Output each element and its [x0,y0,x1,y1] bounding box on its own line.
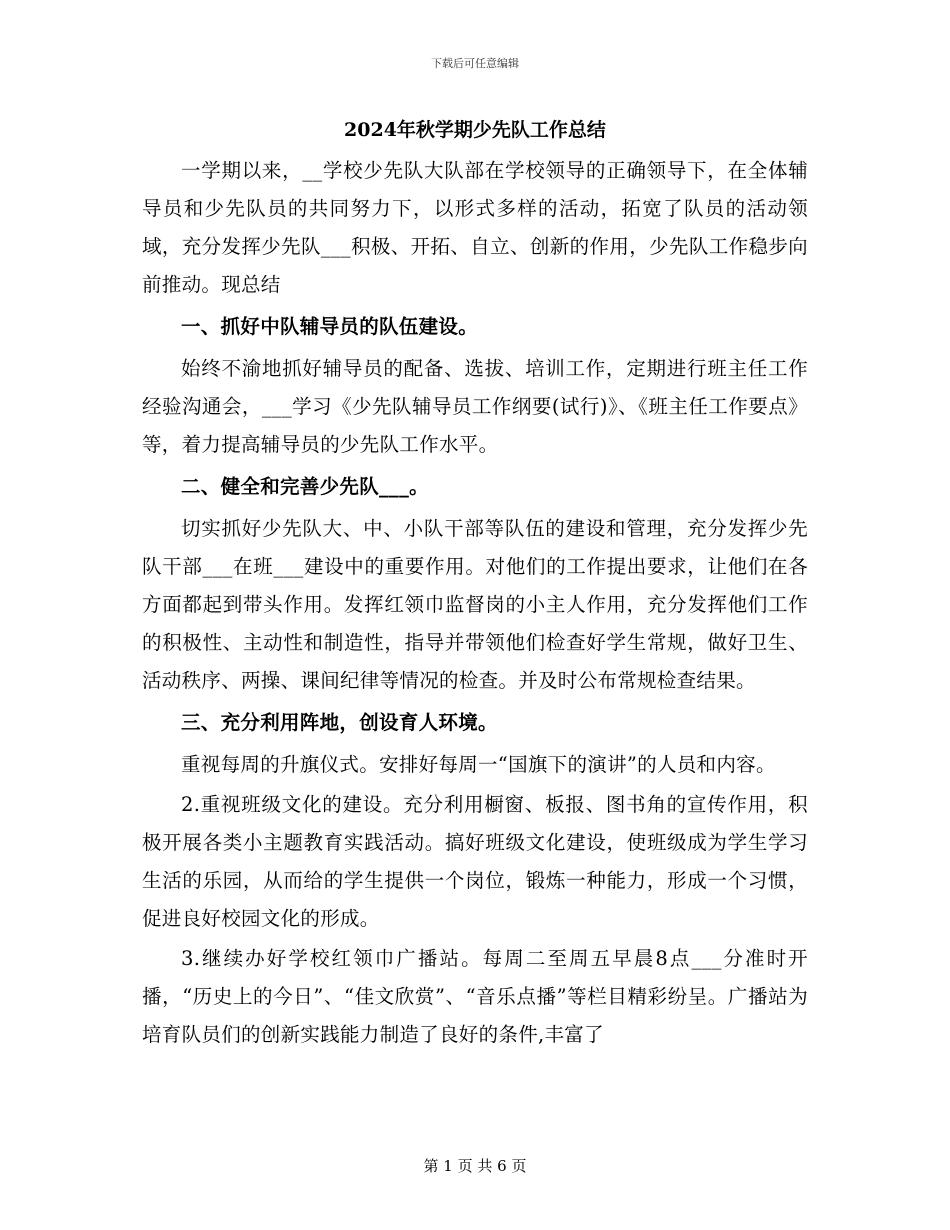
paragraph-section-2: 切实抓好少先队大、中、小队干部等队伍的建设和管理，充分发挥少先队干部___在班___建设中的重要作用。对他们的工作提出要求，让他们在各方面都起到带头作用。发挥红领巾监督岗的小主人作用，充分发挥他们工作的积极性、主动性和制造性，指导并带领他们检查好学生常规，做好卫生、活动秩序、两操、课间纪律等情况的检查。并及时公布常规检查结果。 [142,517,808,692]
document-title: 2024年秋学期少先队工作总结 [344,119,606,141]
document-body [142,112,808,1056]
paragraph-section-1: 始终不渝地抓好辅导员的配备、选拔、培训工作，定期进行班主任工作经验沟通会，___学习《少先队辅导员工作纲要(试行)》、《班主任工作要点》等，着力提高辅导员的少先队工作水平。 [142,357,808,456]
section-heading-2: 二、健全和完善少先队___。 [181,475,429,498]
header-note: 下载后可任意编辑 [431,57,519,70]
section-heading-1: 一、抓好中队辅导员的队伍建设。 [181,315,479,338]
paragraph-section-3-item-3: 3.继续办好学校红领巾广播站。每周二至周五早晨8点___分准时开播，“历史上的今日”、“佳文欣赏”、“音乐点播”等栏目精彩纷呈。广播站为培育队员们的创新实践能力制造了良好的条件,丰富了 [142,947,808,1046]
paragraph-section-3-item-2: 2.重视班级文化的建设。充分利用橱窗、板报、图书角的宣传作用，积极开展各类小主题教育实践活动。搞好班级文化建设，使班级成为学生学习生活的乐园，从而给的学生提供一个岗位，锻炼一种能力，形成一个习惯，促进良好校园文化的形成。 [142,793,808,930]
page-footer: 第 1 页 共 6 页 [423,1157,527,1175]
section-heading-3: 三、充分利用阵地，创设育人环境。 [181,711,498,734]
paragraph-intro: 一学期以来，__学校少先队大队部在学校领导的正确领导下，在全体辅导员和少先队员的共同努力下，以形式多样的活动，拓宽了队员的活动领域，充分发挥少先队___积极、开拓、自立、创新的作用，少先队工作稳步向前推动。现总结 [142,159,808,296]
paragraph-section-3-item-1: 重视每周的升旗仪式。安排好每周一“国旗下的演讲”的人员和内容。 [181,753,776,776]
